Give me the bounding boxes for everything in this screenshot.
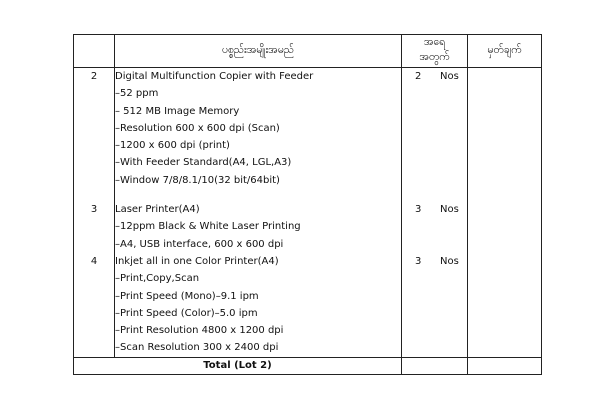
spec-line: –A4, USB interface, 600 x 600 dpi xyxy=(115,236,402,253)
total-label: Total (Lot 2) xyxy=(74,357,402,374)
item-title: Inkjet all in one Color Printer(A4) xyxy=(115,253,402,270)
spacer-row xyxy=(74,189,542,201)
table-row xyxy=(74,305,542,322)
table-row xyxy=(74,68,542,86)
item-quantity xyxy=(402,253,468,270)
item-remarks xyxy=(468,201,542,218)
quantity-unit: Nos xyxy=(440,255,459,267)
table-row xyxy=(74,137,542,154)
total-remarks xyxy=(468,357,542,374)
table-row xyxy=(74,120,542,137)
item-number: 4 xyxy=(74,253,115,270)
spec-line: –Print Speed (Mono)–9.1 ipm xyxy=(115,288,402,305)
table-header-row xyxy=(74,35,542,68)
specification-table xyxy=(73,34,542,375)
spec-line: –Print Speed (Color)–5.0 ipm xyxy=(115,305,402,322)
table-row xyxy=(74,270,542,287)
quantity-value: 2 xyxy=(415,71,422,82)
spec-line: – 512 MB Image Memory xyxy=(115,103,402,120)
table-row xyxy=(74,201,542,218)
spec-line: –Scan Resolution 300 x 2400 dpi xyxy=(115,339,402,357)
spec-line: –52 ppm xyxy=(115,85,402,102)
spec-line: –With Feeder Standard(A4, LGL,A3) xyxy=(115,154,402,171)
table-row xyxy=(74,339,542,357)
item-number: 3 xyxy=(74,201,115,218)
quantity-unit: Nos xyxy=(440,71,459,82)
total-row xyxy=(74,357,542,374)
item-title: Digital Multifunction Copier with Feeder xyxy=(115,68,402,86)
table-row xyxy=(74,322,542,339)
header-remarks: မှတ်ချက် xyxy=(468,35,542,68)
header-quantity xyxy=(402,35,468,68)
total-quantity xyxy=(402,357,468,374)
quantity-value: 3 xyxy=(415,204,422,216)
table-row xyxy=(74,288,542,305)
item-remarks xyxy=(468,68,542,86)
quantity-unit: Nos xyxy=(440,204,459,216)
spec-line: –1200 x 600 dpi (print) xyxy=(115,137,402,154)
table-row xyxy=(74,103,542,120)
header-quantity-line2: အတွက် xyxy=(419,51,450,63)
item-remarks xyxy=(468,253,542,270)
table-row xyxy=(74,253,542,270)
item-title: Laser Printer(A4) xyxy=(115,201,402,218)
table-row xyxy=(74,85,542,102)
quantity-value: 3 xyxy=(415,255,422,267)
spec-line: –Window 7/8/8.1/10(32 bit/64bit) xyxy=(115,172,402,189)
spec-line: –Print,Copy,Scan xyxy=(115,270,402,287)
table-row xyxy=(74,154,542,171)
table-row xyxy=(74,218,542,235)
spec-line: –Resolution 600 x 600 dpi (Scan) xyxy=(115,120,402,137)
table-row xyxy=(74,236,542,253)
item-quantity xyxy=(402,68,468,86)
spec-line: –Print Resolution 4800 x 1200 dpi xyxy=(115,322,402,339)
spec-line: –12ppm Black & White Laser Printing xyxy=(115,218,402,235)
item-number: 2 xyxy=(74,68,115,86)
header-number xyxy=(74,35,115,68)
table-row xyxy=(74,172,542,189)
header-quantity-line1: အရေ xyxy=(423,36,446,48)
header-description: ပစ္စည်းအမျိုးအမည် xyxy=(115,35,402,68)
item-quantity xyxy=(402,201,468,218)
